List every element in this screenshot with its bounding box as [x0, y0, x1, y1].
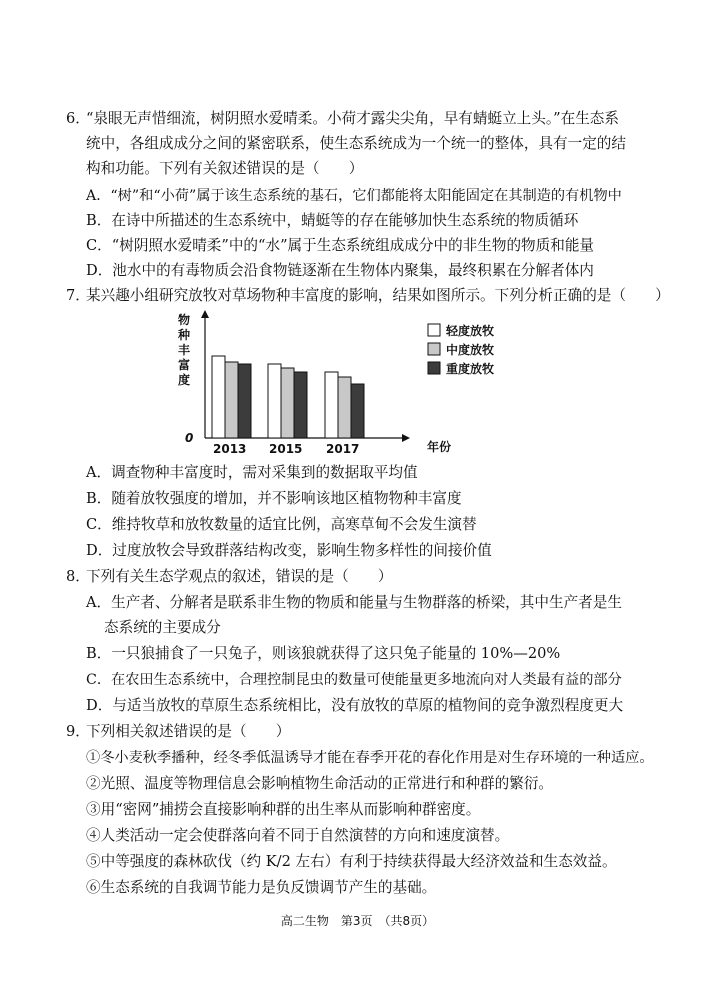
x-tick-2013: 2013	[213, 442, 247, 456]
q9-number: 9．	[66, 723, 90, 740]
q8-option-a-cont: 态系统的主要成分	[104, 619, 221, 636]
y-axis-label	[177, 312, 190, 387]
bar-2013-1	[225, 362, 238, 438]
q7-number: 7．	[66, 287, 90, 304]
bar-2017-0	[325, 372, 338, 438]
q9-stem: 下列相关叙述错误的是（ ）	[86, 723, 291, 740]
q6-option-a: A．“树”和“小荷”属于该生态系统的基石，它们都能将太阳能固定在其制造的有机物中	[86, 188, 622, 204]
bar-2017-2	[351, 384, 364, 438]
q8-option-d: D．与适当放牧的草原生态系统相比，没有放牧的草原的植物间的竞争激烈程度更大	[86, 697, 624, 714]
q7-option-b: B．随着放牧强度的增加，并不影响该地区植物物种丰富度	[86, 490, 462, 507]
bar-2015-2	[294, 372, 307, 438]
bar-2017-1	[338, 377, 351, 438]
q8-option-c: C．在农田生态系统中，合理控制昆虫的数量可使能量更多地流向对人类最有益的部分	[86, 672, 622, 688]
q9-item-2: ②光照、温度等物理信息会影响植物生命活动的正常进行和种群的繁衍。	[86, 775, 554, 792]
q6-option-d: D．池水中的有毒物质会沿食物链逐渐在生物体内聚集，最终积累在分解者体内	[86, 262, 594, 279]
q7-stem: 某兴趣小组研究放牧对草场物种丰富度的影响，结果如图所示。下列分析正确的是（ ）	[86, 287, 670, 304]
q8-stem: 下列有关生态学观点的叙述，错误的是（ ）	[86, 568, 393, 585]
bar-2013-2	[238, 364, 251, 438]
legend-label-1: 中度放牧	[446, 343, 495, 357]
legend-label-2: 重度放牧	[446, 362, 495, 376]
q6-stem-line-2: 统中，各组成成分之间的紧密联系，使生态系统成为一个统一的整体，具有一定的结	[86, 135, 626, 152]
q9-item-4: ④人类活动一定会使群落向着不同于自然演替的方向和速度演替。	[86, 827, 510, 844]
q7-option-c: C．维持牧草和放牧数量的适宜比例，高寒草甸不会发生演替	[86, 516, 477, 533]
q7-option-a: A．调查物种丰富度时，需对采集到的数据取平均值	[86, 464, 418, 481]
bar-group	[212, 356, 364, 438]
legend-swatch-1	[428, 343, 440, 355]
x-tick-labels	[213, 442, 359, 456]
q6-option-c: C．“树阴照水爱晴柔”中的“水”属于生态系统组成成分中的非生物的物质和能量	[86, 237, 595, 254]
legend-swatch-2	[428, 362, 440, 374]
legend-swatch-0	[428, 324, 440, 336]
q6-number: 6．	[66, 110, 90, 127]
y-axis-label-char: 富	[178, 358, 191, 372]
y-axis-label-char: 度	[178, 373, 191, 387]
bar-2013-0	[212, 356, 225, 438]
legend	[428, 323, 494, 376]
x-axis-arrow	[402, 434, 410, 442]
q6-option-b: B．在诗中所描述的生态系统中，蜻蜓等的存在能够加快生态系统的物质循环	[86, 212, 579, 229]
bar-2015-1	[281, 368, 294, 438]
q9-item-5: ⑤中等强度的森林砍伐（约 K/2 左右）有利于持续获得最大经济效益和生态效益。	[86, 853, 617, 870]
species-richness-bar-chart	[170, 310, 510, 460]
q9-item-3: ③用“密网”捕捞会直接影响种群的出生率从而影响种群密度。	[86, 801, 481, 818]
y-axis-arrow	[201, 310, 209, 318]
x-tick-2015: 2015	[269, 442, 303, 456]
bar-2015-0	[268, 364, 281, 438]
page-footer: 高二生物 第3页 （共8页）	[280, 914, 435, 928]
x-axis-label: 年份	[427, 440, 452, 454]
q6-stem-line-1: “泉眼无声惜细流，树阴照水爱晴柔。小荷才露尖尖角，早有蜻蜓立上头。”在生态系	[86, 110, 619, 127]
q7-option-d: D．过度放牧会导致群落结构改变，影响生物多样性的间接价值	[86, 542, 492, 559]
q8-option-b: B．一只狼捕食了一只兔子，则该狼就获得了这只兔子能量的 10%—20%	[86, 645, 561, 662]
q6-stem-line-3: 构和功能。下列有关叙述错误的是（ ）	[86, 160, 364, 177]
y-axis-label-char: 种	[178, 328, 191, 342]
x-tick-2017: 2017	[326, 442, 360, 456]
q8-option-a: A．生产者、分解者是联系非生物的物质和能量与生物群落的桥梁，其中生产者是生	[86, 594, 622, 611]
q8-number: 8．	[66, 568, 90, 585]
q9-item-6: ⑥生态系统的自我调节能力是负反馈调节产生的基础。	[86, 879, 437, 896]
y-axis-label-char: 物	[178, 313, 191, 327]
origin-label: 0	[185, 431, 194, 445]
y-axis-label-char: 丰	[178, 343, 191, 357]
q9-item-1: ①冬小麦秋季播种，经冬季低温诱导才能在春季开花的春化作用是对生存环境的一种适应。	[86, 750, 654, 766]
legend-label-0: 轻度放牧	[446, 324, 495, 338]
